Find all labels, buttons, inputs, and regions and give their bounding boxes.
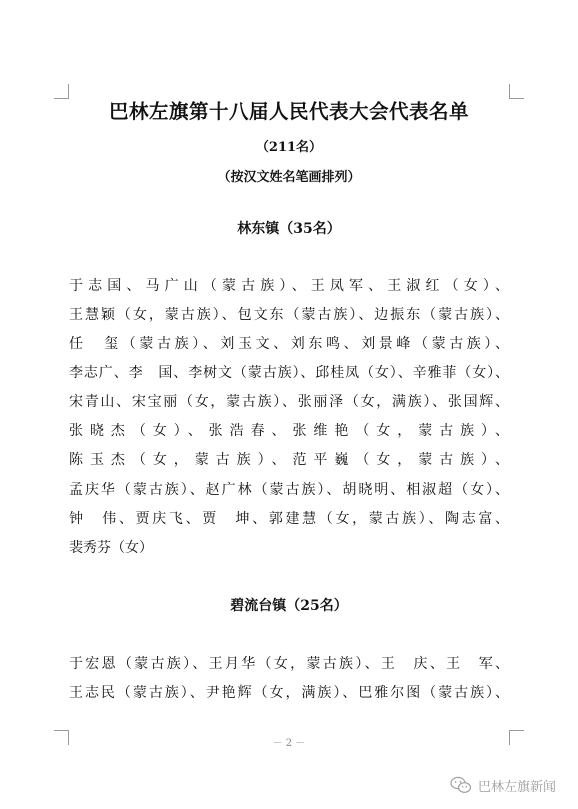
name-list-line: 钟 伟、贾庆飞、贾 坤、郭建慧（女，蒙古族）、陶志富、 bbox=[69, 511, 509, 527]
name-list-line: 李志广、李 国、李树文（蒙古族）、邱桂凤（女）、辛雅菲（女）、 bbox=[69, 365, 509, 381]
name-list-line: 王慧颖（女，蒙古族）、包文东（蒙古族）、边振东（蒙古族）、 bbox=[69, 307, 509, 323]
name-list-line: 裴秀芬（女） bbox=[69, 540, 153, 556]
name-list-line: 任 玺（蒙古族）、刘玉文、刘东鸣、刘景峰（蒙古族）、 bbox=[69, 336, 509, 352]
name-list-line: 孟庆华（蒙古族）、赵广林（蒙古族）、胡晓明、相淑超（女）、 bbox=[69, 482, 509, 498]
name-list-line: 于宏恩（蒙古族）、王月华（女，蒙古族）、王 庆、王 军、 bbox=[69, 656, 509, 672]
name-list-line: 宋青山、宋宝丽（女，蒙古族）、张丽泽（女，满族）、张国辉、 bbox=[69, 394, 509, 410]
name-list-line: 于志国、马广山（蒙古族）、王凤军、王淑红（女）、 bbox=[69, 278, 509, 294]
watermark-text: 巴林左旗新闻 bbox=[477, 779, 556, 795]
source-watermark bbox=[450, 773, 556, 797]
wechat-icon bbox=[450, 776, 472, 794]
document-title: 巴林左旗第十八届人民代表大会代表名单 bbox=[108, 100, 469, 123]
name-list-line: 王志民（蒙古族）、尹艳辉（女，满族）、巴雅尔图（蒙古族）、 bbox=[69, 685, 509, 701]
page-number: － 2 － bbox=[272, 738, 306, 749]
section-heading-biliutai: 碧流台镇（25名） bbox=[230, 598, 348, 614]
total-count: （211名） bbox=[255, 140, 323, 155]
name-list-line: 张晓杰（女）、张浩春、张维艳（女，蒙古族）、 bbox=[69, 423, 509, 439]
ordering-note: （按汉文姓名笔画排列） bbox=[217, 170, 361, 185]
name-list-line: 陈玉杰（女，蒙古族）、范平巍（女，蒙古族）、 bbox=[69, 452, 509, 468]
section-heading-lindong: 林东镇（35名） bbox=[237, 221, 341, 237]
